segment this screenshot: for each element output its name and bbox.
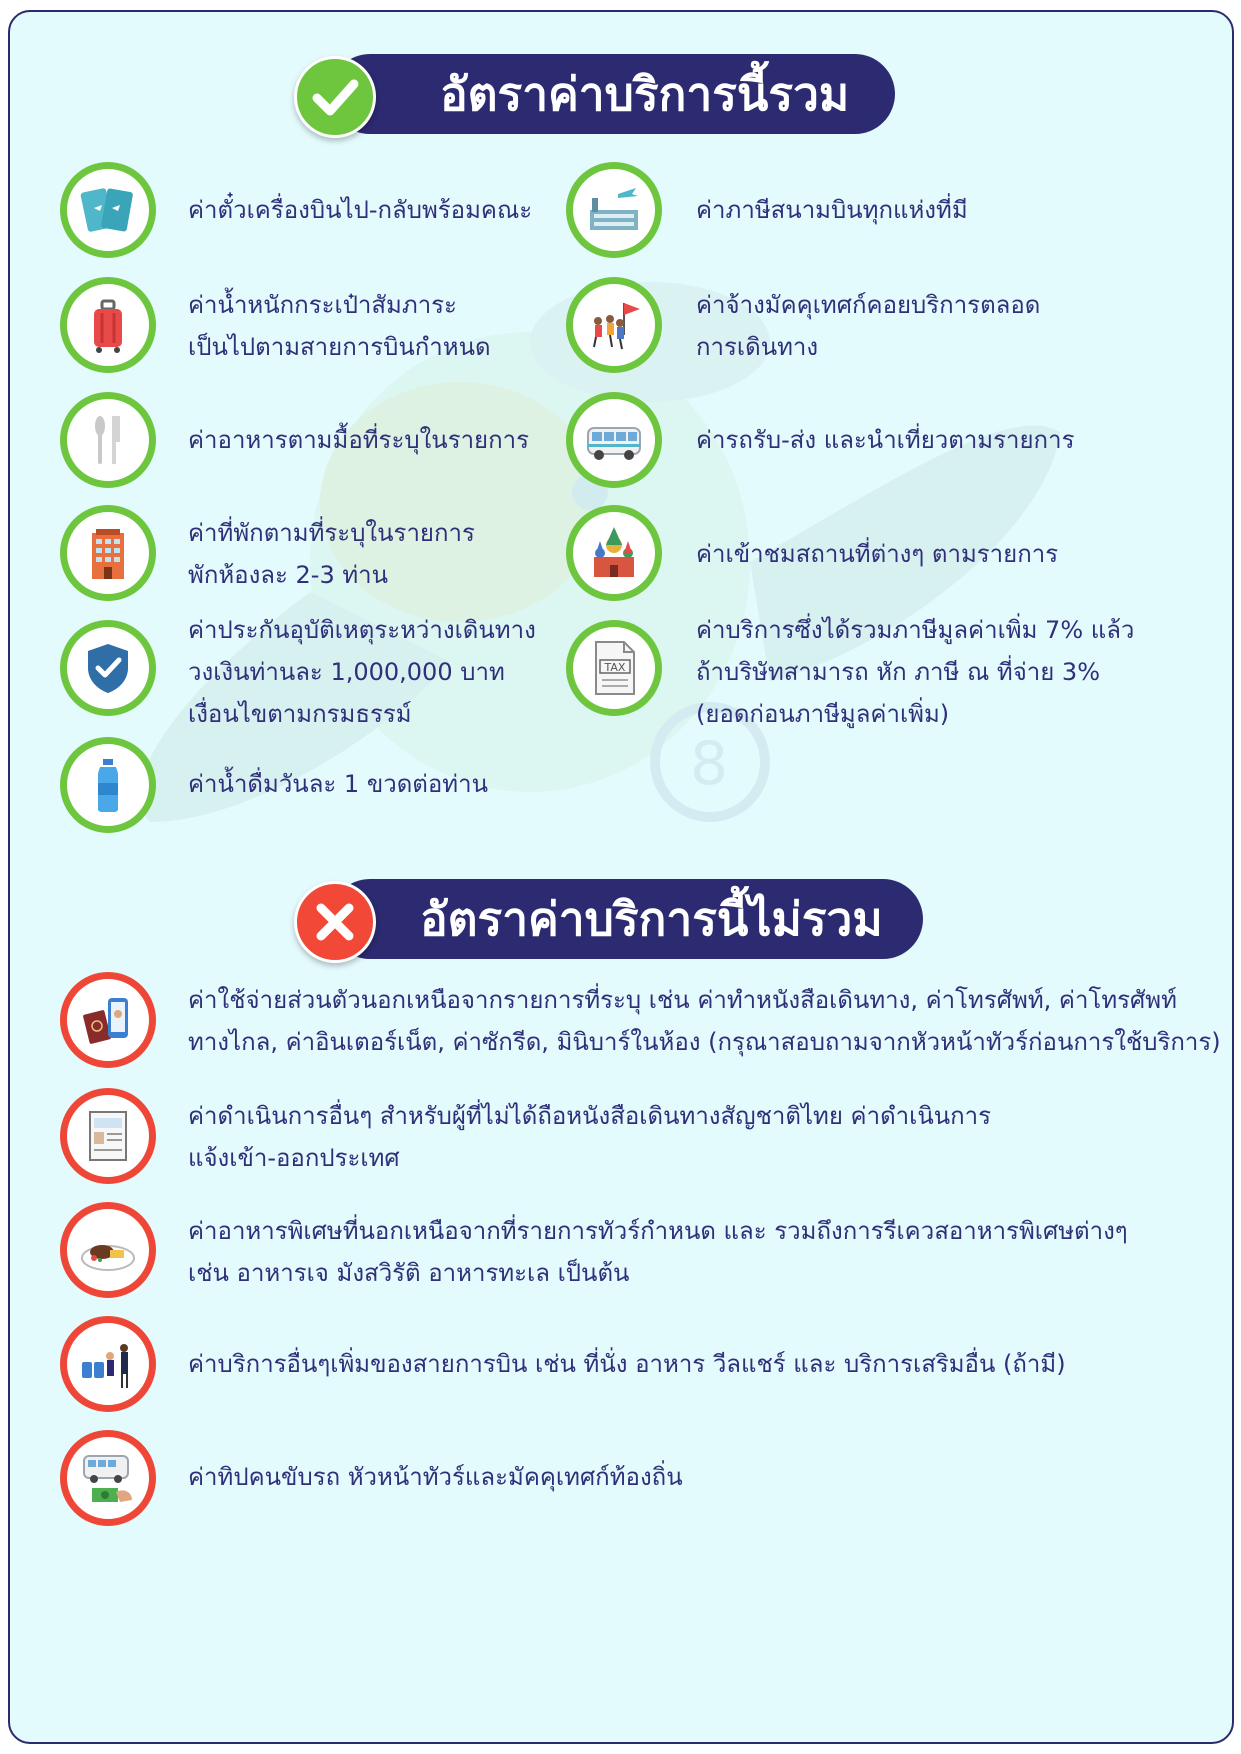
tax-document-icon (584, 638, 644, 698)
included-item-text: ค่าเข้าชมสถานที่ต่างๆ ตามรายการ (696, 540, 1059, 568)
visa-document-icon-circle (60, 1088, 156, 1184)
included-item-text: ค่าจ้างมัคคุเทศก์คอยบริการตลอด การเดินทาง (696, 291, 1041, 361)
tip-money-icon-circle (60, 1430, 156, 1526)
tip-money-icon (78, 1448, 138, 1508)
excluded-item-text: ค่าทิปคนขับรถ หัวหน้าทัวร์และมัคคุเทศก์ท้องถิ่น (188, 1463, 683, 1491)
ticket-icon (78, 180, 138, 240)
cross-badge (294, 881, 376, 963)
guide-flag-icon (584, 295, 644, 355)
passport-phone-icon (78, 990, 138, 1050)
luggage-icon-circle (60, 277, 156, 373)
tax-document-icon-circle (566, 620, 662, 716)
included-item-text: ค่าภาษีสนามบินทุกแห่งที่มี (696, 196, 968, 224)
excluded-item-text: ค่าบริการอื่นๆเพิ่มของสายการบิน เช่น ที่นั่ง อาหาร วีลแชร์ และ บริการเสริมอื่น (ถ้ามี) (188, 1350, 1066, 1378)
cutlery-icon (78, 410, 138, 470)
included-title: อัตราค่าบริการนี้รวม (440, 67, 850, 121)
guide-flag-icon-circle (566, 277, 662, 373)
svg-text:8: 8 (690, 729, 729, 799)
hotel-icon (78, 523, 138, 583)
water-bottle-icon (78, 755, 138, 815)
included-header (330, 54, 895, 134)
landmark-icon-circle (566, 505, 662, 601)
excluded-item-text: ค่าดำเนินการอื่นๆ สำหรับผู้ที่ไม่ได้ถือหนังสือเดินทางสัญชาติไทย ค่าดำเนินการ แจ้งเข้า-ออกประเทศ (188, 1102, 992, 1172)
bus-icon-circle (566, 392, 662, 488)
included-item-text: ค่าบริการซึ่งได้รวมภาษีมูลค่าเพิ่ม 7% แล้ว ถ้าบริษัทสามารถ หัก ภาษี ณ ที่จ่าย 3% (ยอดก่อนภาษีมูลค่าเพิ่ม) (696, 616, 1135, 728)
check-icon (297, 59, 373, 135)
ticket-icon-circle (60, 162, 156, 258)
water-bottle-icon-circle (60, 737, 156, 833)
airport-icon-circle (566, 162, 662, 258)
excluded-title: อัตราค่าบริการนี้ไม่รวม (420, 892, 883, 946)
included-item-text: ค่าน้ำหนักกระเป๋าสัมภาระ เป็นไปตามสายการบินกำหนด (188, 291, 491, 361)
excluded-header (330, 879, 923, 959)
shield-check-icon (78, 638, 138, 698)
included-item-text: ค่าตั๋วเครื่องบินไป-กลับพร้อมคณะ (188, 196, 533, 224)
special-meal-icon (78, 1220, 138, 1280)
check-badge (294, 56, 376, 138)
info-card (8, 10, 1234, 1744)
airline-service-icon-circle (60, 1316, 156, 1412)
shield-check-icon-circle (60, 620, 156, 716)
included-item-text: ค่าน้ำดื่มวันละ 1 ขวดต่อท่าน (188, 770, 488, 798)
included-item-text: ค่าประกันอุบัติเหตุระหว่างเดินทาง วงเงินท่านละ 1,000,000 บาท เงื่อนไขตามกรมธรรม์ (188, 616, 536, 728)
landmark-icon (584, 523, 644, 583)
included-item-text: ค่าอาหารตามมื้อที่ระบุในรายการ (188, 426, 530, 454)
included-item-text: ค่าที่พักตามที่ระบุในรายการ พักห้องละ 2-3 ท่าน (188, 519, 475, 589)
airline-service-icon (78, 1334, 138, 1394)
luggage-icon (78, 295, 138, 355)
excluded-item-text: ค่าอาหารพิเศษที่นอกเหนือจากที่รายการทัวร์กำหนด และ รวมถึงการรีเควสอาหารพิเศษต่างๆ เช่น อาหารเจ มังสวิรัติ อาหารทะเล เป็นต้น (188, 1217, 1128, 1287)
special-meal-icon-circle (60, 1202, 156, 1298)
bus-icon (584, 410, 644, 470)
close-icon (297, 884, 373, 960)
included-item-text: ค่ารถรับ-ส่ง และนำเที่ยวตามรายการ (696, 426, 1075, 454)
airport-icon (584, 180, 644, 240)
excluded-item-text: ค่าใช้จ่ายส่วนตัวนอกเหนือจากรายการที่ระบุ เช่น ค่าทำหนังสือเดินทาง, ค่าโทรศัพท์, ค่าโทรศัพท์ ทางไกล, ค่าอินเตอร์เน็ต, ค่าซักรีด, มินิบาร์ในห้อง (กรุณาสอบถามจากหัวหน้าทัวร์ก่อนการใช้บริการ) (188, 986, 1221, 1056)
visa-document-icon (78, 1106, 138, 1166)
cutlery-icon-circle (60, 392, 156, 488)
passport-phone-icon-circle (60, 972, 156, 1068)
hotel-icon-circle (60, 505, 156, 601)
svg-text:TAX: TAX (604, 661, 626, 674)
